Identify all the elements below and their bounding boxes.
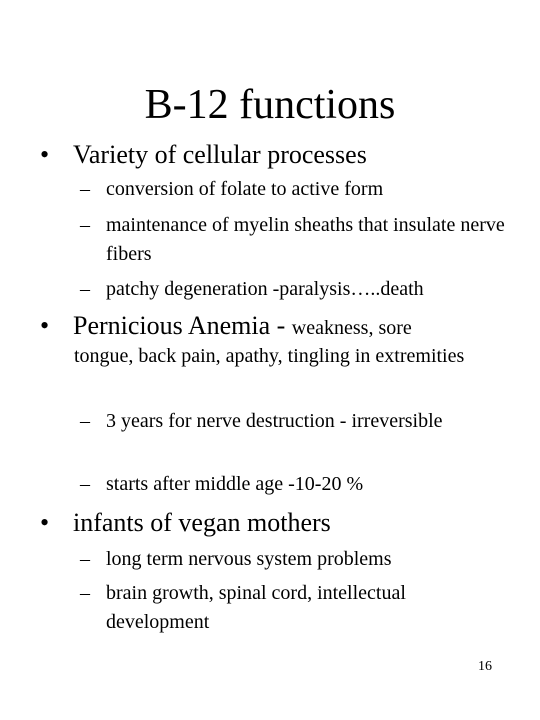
sub-bullet-middle-age (80, 470, 510, 499)
bullet-variety-of-cellular-processes (40, 139, 500, 170)
bullet-text: Variety of cellular processes (73, 140, 367, 169)
dash-mark: – (80, 548, 90, 570)
dash-mark: – (80, 410, 90, 432)
sub-bullet-text: patchy degeneration -paralysis…..death (106, 278, 424, 300)
sub-bullet-text: starts after middle age -10-20 % (106, 473, 364, 495)
sub-bullet-myelin (80, 211, 510, 269)
sub-bullet-brain-growth (80, 579, 510, 637)
sub-bullet-nervous-system (80, 545, 510, 574)
bullet-text (40, 310, 500, 344)
dash-mark: – (80, 473, 90, 495)
dash-mark: – (80, 582, 90, 604)
sub-bullet-folate (80, 175, 510, 204)
bullet-pernicious-anemia (40, 310, 500, 344)
bullet-mark: • (40, 140, 50, 169)
dash-mark: – (80, 178, 90, 200)
slide-title: B-12 functions (144, 82, 396, 128)
dash-mark: – (80, 278, 90, 300)
sub-bullet-text: long term nervous system problems (106, 548, 392, 570)
sub-bullet-degeneration (80, 275, 510, 304)
bullet-lead: Pernicious Anemia - (73, 311, 292, 340)
sub-bullet-text: conversion of folate to active form (106, 178, 384, 200)
bullet-text: infants of vegan mothers (73, 508, 331, 537)
sub-bullet-nerve-destruction (80, 407, 510, 436)
bullet-infants-of-vegan-mothers (40, 507, 500, 538)
page-number: 16 (478, 659, 492, 674)
sub-bullet-text: 3 years for nerve destruction - irreversible (106, 410, 443, 432)
dash-mark: – (80, 214, 90, 236)
bullet-mark: • (40, 311, 50, 340)
sub-bullet-text: brain growth, spinal cord, intellectual development (106, 582, 406, 633)
bullet-continuation: tongue, back pain, apathy, tingling in extremities (74, 345, 465, 367)
bullet-mark: • (40, 508, 50, 537)
bullet-tail: weakness, sore (291, 317, 412, 339)
sub-bullet-text: maintenance of myelin sheaths that insulate nerve fibers (106, 214, 505, 265)
